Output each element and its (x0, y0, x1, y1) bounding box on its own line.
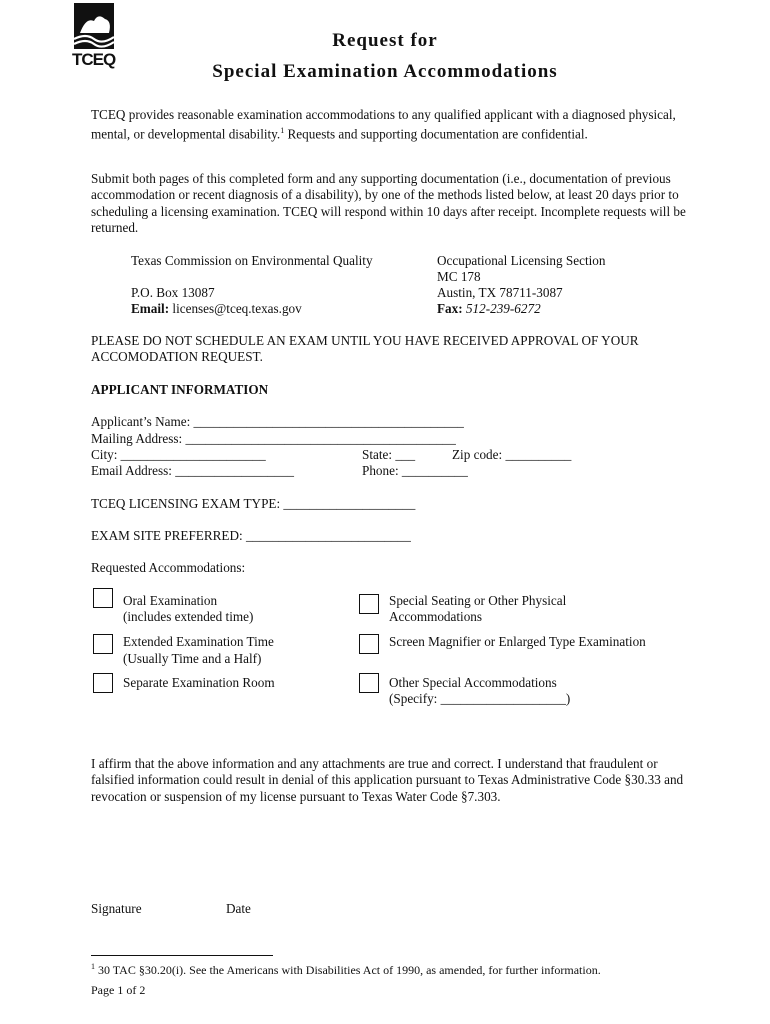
fax-label: Fax: (437, 301, 463, 316)
other-accommodations-checkbox[interactable] (359, 673, 379, 693)
special-seating-checkbox[interactable] (359, 594, 379, 614)
extended-time-checkbox[interactable] (93, 634, 113, 654)
state-field[interactable]: State: ___ (362, 447, 416, 462)
oral-examination-label: Oral Examination (123, 593, 218, 608)
city-field[interactable]: City: ______________________ (91, 447, 266, 462)
exam-site-field[interactable]: EXAM SITE PREFERRED: _________________________ (91, 528, 411, 543)
special-seating-label: Special Seating or Other Physical (389, 593, 567, 608)
screen-magnifier-label: Screen Magnifier or Enlarged Type Examination (389, 634, 646, 649)
email-address-field[interactable]: Email Address: __________________ (91, 463, 294, 478)
address-email-line (131, 301, 302, 317)
special-seating-sublabel: Accommodations (389, 609, 483, 624)
extended-time-sublabel: (Usually Time and a Half) (123, 651, 262, 666)
exam-type-field[interactable]: TCEQ LICENSING EXAM TYPE: ____________________ (91, 496, 416, 511)
footnote-text: 30 TAC §30.20(i). See the Americans with Disabilities Act of 1990, as amended, for further information. (95, 963, 601, 977)
address-po-box: P.O. Box 13087 (131, 285, 215, 300)
page-number: Page 1 of 2 (91, 983, 146, 997)
separate-room-checkbox[interactable] (93, 673, 113, 693)
other-accommodations-label: Other Special Accommodations (389, 675, 557, 690)
applicant-heading: APPLICANT INFORMATION (91, 382, 269, 397)
date-field[interactable]: Date (226, 901, 251, 916)
phone-field[interactable]: Phone: __________ (362, 463, 468, 478)
email-label: Email: (131, 301, 170, 316)
applicant-name-field[interactable]: Applicant’s Name: _________________________________________ (91, 414, 464, 429)
title-line-1: Request for (332, 30, 438, 51)
fax-number: 512-239-6272 (465, 301, 541, 316)
affirmation-paragraph: I affirm that the above information and any attachments are true and correct. I understand that fraudulent or falsified information could result in denial of this application pursuant to Texas Administrative Code §30.33 and revocation or suspension of my license pursuant to Texas Water Code §7.303. (91, 756, 684, 804)
address-fax-line (437, 301, 541, 317)
title-line-2: Special Examination Accommodations (212, 61, 558, 82)
address-mc: MC 178 (437, 269, 481, 284)
footnote-number: 1 (91, 962, 95, 971)
schedule-warning: PLEASE DO NOT SCHEDULE AN EXAM UNTIL YOU HAVE RECEIVED APPROVAL OF YOUR ACCOMODATION REQUEST. (91, 333, 639, 365)
other-accommodations-specify-field[interactable]: (Specify: ___________________) (389, 691, 571, 706)
oral-examination-checkbox[interactable] (93, 588, 113, 608)
footnote-divider (91, 955, 273, 956)
intro-paragraph-2: Submit both pages of this completed form and any supporting documentation (i.e., documentation of previous accommodation or recent diagnosis of a disability), by one of the methods listed below, at least 20 days prior to scheduling a licensing examination. TCEQ will respond within 10 days after receipt. Incomplete requests will be returned. (91, 171, 686, 236)
oral-examination-sublabel: (includes extended time) (123, 609, 254, 624)
email-link[interactable]: licenses@tceq.texas.gov (172, 301, 302, 316)
signature-field[interactable]: Signature (91, 901, 142, 916)
address-org: Texas Commission on Environmental Quality (131, 253, 373, 268)
footnote-ref: 1 (280, 126, 285, 136)
intro-text-b: Requests and supporting documentation are confidential. (284, 126, 588, 142)
screen-magnifier-checkbox[interactable] (359, 634, 379, 654)
logo-text: TCEQ (72, 50, 116, 69)
separate-room-label: Separate Examination Room (123, 675, 275, 690)
zip-code-field[interactable]: Zip code: __________ (452, 447, 572, 462)
footnote (91, 962, 601, 978)
address-city: Austin, TX 78711-3087 (437, 285, 563, 300)
intro-paragraph-1 (91, 107, 691, 143)
intro-text-a: TCEQ provides reasonable examination accommodations to any qualified applicant with a diagnosed physical, mental, or developmental disability. (91, 107, 676, 142)
mailing-address-field[interactable]: Mailing Address: _________________________________________ (91, 431, 456, 446)
address-section: Occupational Licensing Section (437, 253, 606, 268)
extended-time-label: Extended Examination Time (123, 634, 274, 649)
accommodations-heading: Requested Accommodations: (91, 560, 246, 575)
